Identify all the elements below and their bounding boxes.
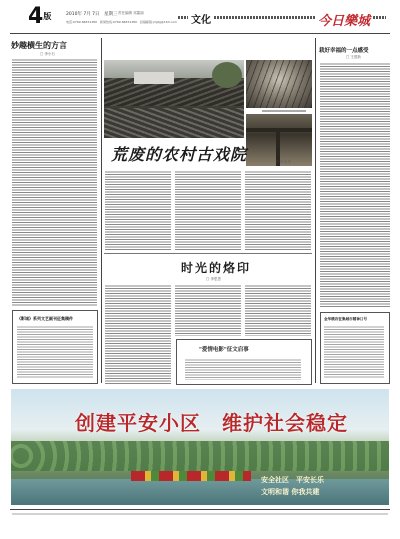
- left-notice-box: [12, 310, 98, 384]
- main-article-caption: □ 叶永杰: [276, 160, 291, 164]
- main-article-title: 荒废的农村古戏院: [111, 145, 248, 164]
- right-notice-title: 金华横店征集城市精神口号: [324, 317, 368, 321]
- photo-ceiling-ribs: [246, 60, 312, 108]
- side-photo-interior: [246, 60, 312, 108]
- second-article-body-col1: [105, 284, 171, 384]
- section-editor: 责任编辑 邓露丽: [118, 11, 144, 15]
- side-photo-caption: [262, 110, 306, 112]
- column-divider-left: [101, 38, 102, 383]
- bottom-banner: [11, 389, 389, 505]
- side-photo-stage: [246, 114, 312, 166]
- center-notice-body: [185, 358, 301, 380]
- banner-subtitle-2: 文明和谐 你我共建: [261, 487, 320, 496]
- second-article-byline: □ 李思思: [206, 277, 221, 281]
- banner-trees: [11, 441, 389, 471]
- photo-tree: [212, 62, 242, 88]
- photo-roof-2: [104, 108, 244, 138]
- left-article-title: 妙趣横生的方言: [11, 41, 67, 50]
- left-notice-body: [17, 325, 93, 379]
- masthead-logo: 今日樂城: [316, 10, 372, 29]
- second-article-title: 时光的烙印: [181, 261, 252, 275]
- right-article-title: 栽好幸福的一点感受: [319, 48, 369, 54]
- page-number: [28, 6, 51, 28]
- second-article-body-col3: [245, 284, 311, 336]
- section-label: 文化: [188, 11, 214, 26]
- main-article-body-col1: [105, 170, 171, 250]
- issue-date: 2010年 7月 7日 星期三: [66, 12, 118, 17]
- left-notice-title: 《影城》系列文艺副刊征集稿件: [17, 316, 73, 321]
- right-notice-box: [320, 312, 390, 384]
- contact-line: 电话:0769-86551380 新闻热线:0769-86551380 投稿邮箱:jrlgtg@163.com: [66, 20, 177, 24]
- left-article-byline: □ 李小石: [40, 52, 55, 56]
- banner-subtitle-1: 安全社区 平安长乐: [261, 475, 324, 484]
- page-number-suffix: 版: [43, 12, 52, 21]
- main-photo: [104, 60, 244, 138]
- masthead: [0, 0, 400, 34]
- footer-rule: [10, 509, 390, 510]
- center-notice-title: "爱情电影"征文启事: [199, 347, 249, 353]
- second-article-rule: [104, 253, 312, 254]
- right-notice-body: [324, 325, 384, 379]
- banner-river: [11, 479, 389, 505]
- right-article-body: [320, 62, 390, 308]
- photo-wall: [134, 72, 174, 84]
- main-article-body-col2: [175, 170, 241, 250]
- right-article-byline: □ 王建新: [346, 55, 361, 59]
- banner-flowerbed: [131, 471, 251, 481]
- page-number-value: 4: [28, 4, 44, 29]
- column-divider-right: [315, 38, 316, 383]
- left-article-body: [12, 58, 97, 306]
- main-article-body-col3: [245, 170, 311, 250]
- footer-imprint: [12, 512, 388, 516]
- masthead-rule: [10, 33, 390, 34]
- second-article-body-col2: [175, 284, 241, 336]
- banner-headline: 创建平安小区 维护社会稳定: [75, 411, 348, 435]
- center-notice-box: [176, 339, 312, 385]
